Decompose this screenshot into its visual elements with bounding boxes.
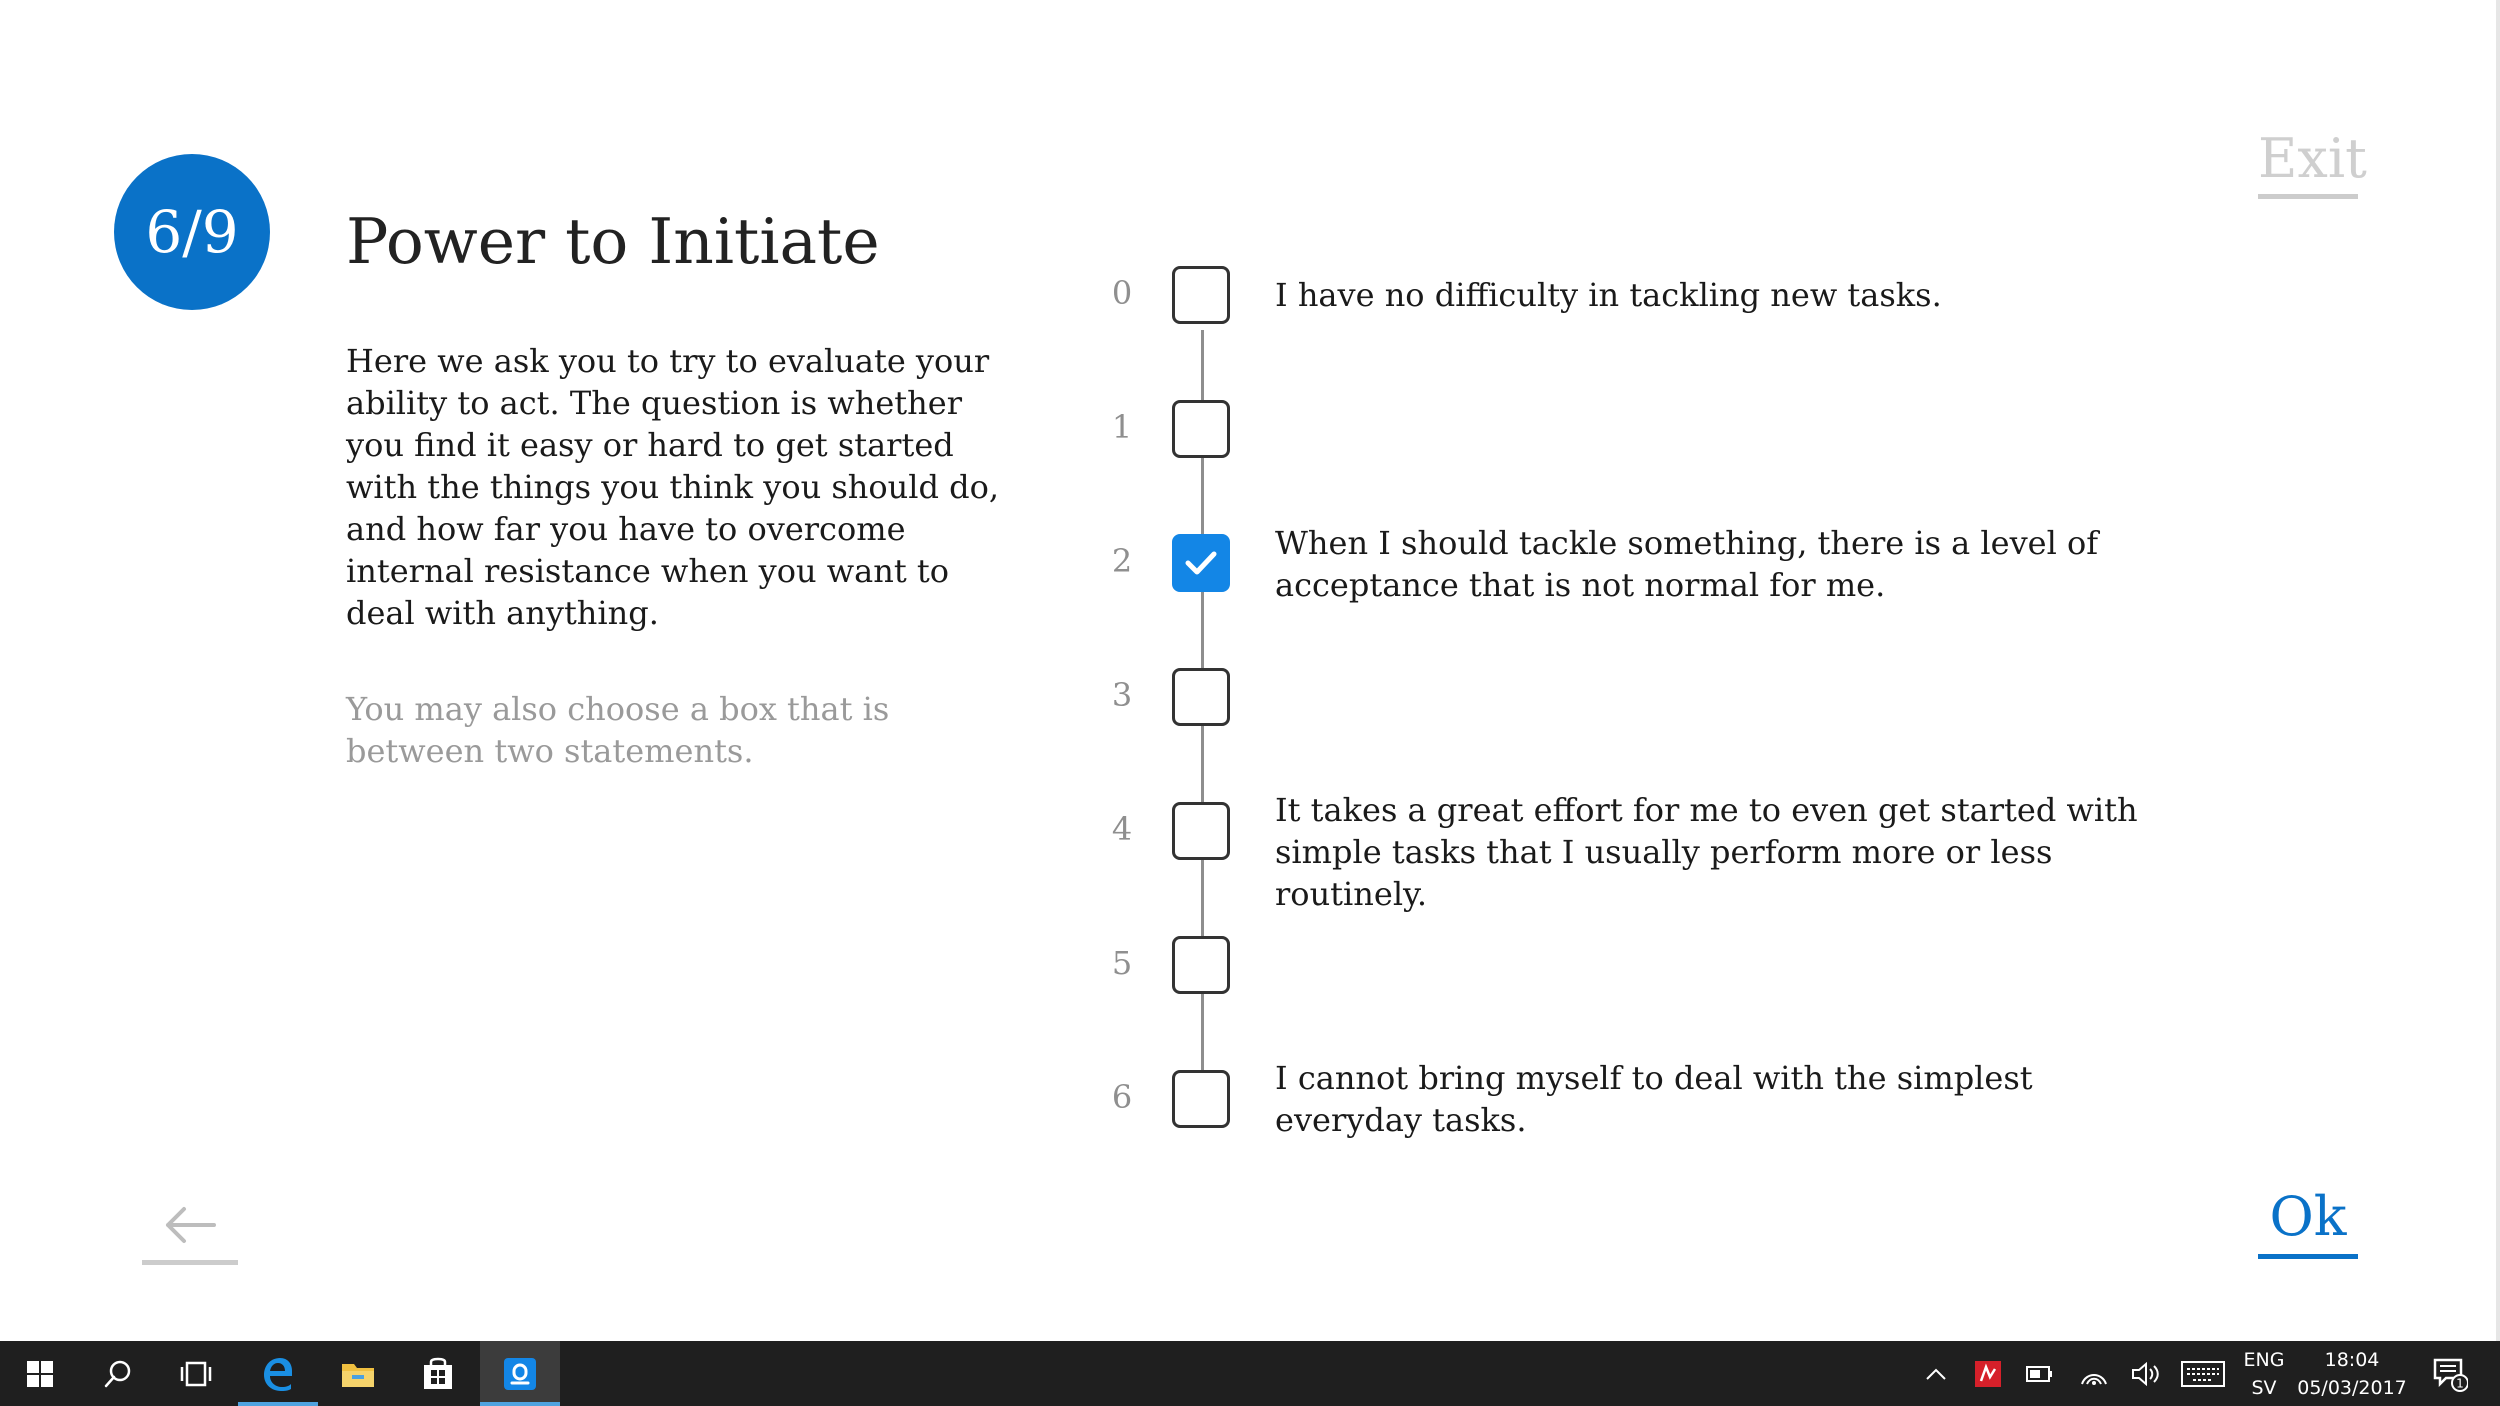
hint-text: You may also choose a box that is between two statements.	[346, 690, 890, 770]
store-icon	[421, 1357, 455, 1391]
task-view-button[interactable]	[156, 1341, 236, 1406]
antivirus-tray-button[interactable]	[1968, 1341, 2008, 1406]
battery-icon	[2026, 1365, 2054, 1383]
network-tray-button[interactable]	[2072, 1341, 2116, 1406]
keyboard-icon	[2181, 1361, 2225, 1387]
window-edge	[2496, 0, 2500, 1341]
scale-statement-0: I have no difficulty in tackling new tasks.	[1275, 276, 1942, 314]
scale-checkbox-6[interactable]	[1172, 1070, 1230, 1128]
scale-checkbox-3[interactable]	[1172, 668, 1230, 726]
scale-checkbox-1[interactable]	[1172, 400, 1230, 458]
volume-icon	[2131, 1362, 2161, 1386]
step-badge	[114, 154, 270, 310]
show-hidden-icons-button[interactable]	[1916, 1341, 1956, 1406]
arrow-left-icon	[162, 1205, 218, 1245]
scale-statement-4: It takes a great effort for me to even get started with simple tasks that I usually perform more or less routinely.	[1275, 791, 2138, 913]
wifi-icon	[2080, 1362, 2108, 1386]
notification-icon	[2432, 1356, 2468, 1392]
step-label: 6/9	[145, 198, 239, 266]
action-center-button[interactable]	[2424, 1341, 2476, 1406]
windows-start-icon	[26, 1360, 54, 1388]
scale-number-1: 1	[1111, 408, 1133, 446]
language-primary: ENG	[2243, 1348, 2285, 1371]
battery-tray-button[interactable]	[2018, 1341, 2062, 1406]
ok-button[interactable]: Ok	[2258, 1184, 2358, 1259]
edge-icon	[260, 1356, 296, 1392]
store-taskbar-button[interactable]	[398, 1341, 478, 1406]
start-button[interactable]	[0, 1341, 80, 1406]
search-icon	[103, 1359, 133, 1389]
scale-number-3: 3	[1111, 676, 1133, 714]
antivirus-icon	[1975, 1361, 2001, 1387]
file-explorer-taskbar-button[interactable]	[318, 1341, 398, 1406]
scale-checkbox-5[interactable]	[1172, 936, 1230, 994]
app-taskbar-button[interactable]	[480, 1341, 560, 1406]
scale-checkbox-0[interactable]	[1172, 266, 1230, 324]
taskbar	[0, 1341, 2500, 1406]
scale-number-2: 2	[1111, 542, 1133, 580]
scale-statement-2: When I should tackle something, there is a level of acceptance that is not normal for me.	[1275, 524, 2099, 604]
app-icon	[502, 1356, 538, 1392]
chevron-up-icon	[1925, 1367, 1947, 1381]
intro-text: Here we ask you to try to evaluate your ability to act. The question is whether you find it easy or hard to get started with the things you think you should do, and how far you have to overcome internal resistance when you want to deal with anything.	[346, 342, 1000, 632]
clock-date: 05/03/2017	[2297, 1376, 2407, 1399]
exit-button[interactable]: Exit	[2258, 126, 2358, 199]
clock-button[interactable]	[2296, 1341, 2408, 1406]
language-secondary: SV	[2251, 1376, 2277, 1399]
clock-time: 18:04	[2324, 1348, 2380, 1371]
page-title: Power to Initiate	[346, 205, 880, 278]
scale-number-6: 6	[1111, 1078, 1133, 1116]
scale-statement-6: I cannot bring myself to deal with the simplest everyday tasks.	[1275, 1059, 2033, 1139]
edge-taskbar-button[interactable]	[238, 1341, 318, 1406]
touch-keyboard-button[interactable]	[2178, 1341, 2228, 1406]
scale-number-4: 4	[1111, 810, 1133, 848]
input-language-button[interactable]	[2238, 1341, 2290, 1406]
checkmark-icon	[1184, 549, 1218, 577]
scale-checkbox-2[interactable]	[1172, 534, 1230, 592]
scale-number-5: 5	[1111, 944, 1133, 982]
volume-tray-button[interactable]	[2124, 1341, 2168, 1406]
search-button[interactable]	[78, 1341, 158, 1406]
back-button[interactable]	[142, 1190, 238, 1265]
file-explorer-icon	[340, 1359, 376, 1389]
notification-count: 1	[2456, 1376, 2464, 1390]
scale-checkbox-4[interactable]	[1172, 802, 1230, 860]
scale-number-0: 0	[1111, 274, 1133, 312]
task-view-icon	[180, 1360, 212, 1388]
